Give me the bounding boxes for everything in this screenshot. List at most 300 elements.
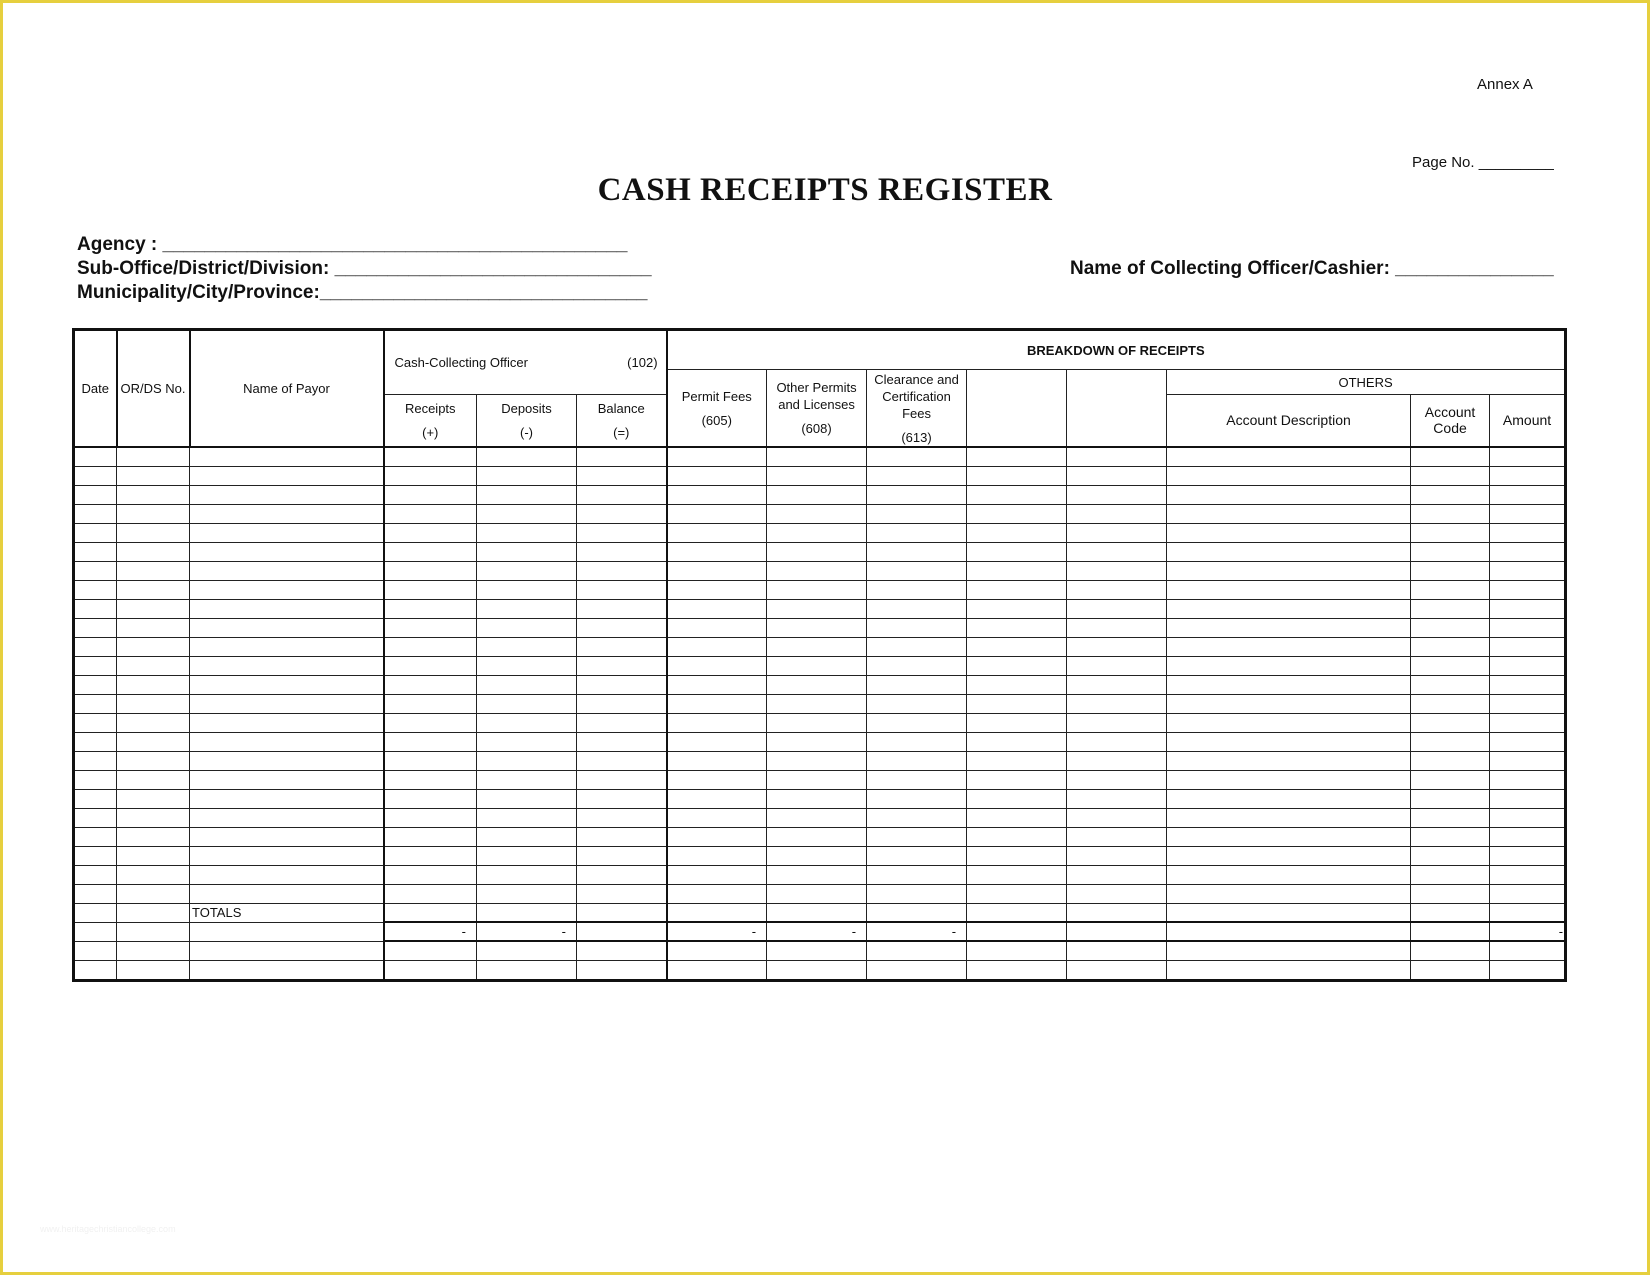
permit-fees-cell[interactable]: [667, 447, 767, 467]
other-permits-cell[interactable]: [767, 447, 867, 467]
other-permits-cell[interactable]: [767, 808, 867, 827]
date-cell[interactable]: [74, 485, 117, 504]
values-payor-cell[interactable]: [190, 922, 384, 941]
date-cell[interactable]: [74, 865, 117, 884]
deposits-cell[interactable]: [477, 599, 577, 618]
receipts-cell[interactable]: [384, 656, 477, 675]
permit-fees-cell[interactable]: [667, 523, 767, 542]
or-ds-cell[interactable]: [117, 599, 190, 618]
date-cell[interactable]: [74, 447, 117, 467]
payor-cell[interactable]: [190, 827, 384, 846]
blank-2-cell[interactable]: [1067, 732, 1167, 751]
deposits-cell[interactable]: [477, 485, 577, 504]
account-code-cell[interactable]: [1411, 561, 1490, 580]
account-code-cell[interactable]: [1411, 485, 1490, 504]
blank-1-cell[interactable]: [967, 599, 1067, 618]
account-description-cell[interactable]: [1167, 580, 1411, 599]
blank-1-cell[interactable]: [967, 447, 1067, 467]
amount-cell[interactable]: [1490, 675, 1566, 694]
date-cell[interactable]: [74, 770, 117, 789]
receipts-cell[interactable]: [384, 485, 477, 504]
deposits-cell[interactable]: [477, 580, 577, 599]
blank-2-cell[interactable]: [1067, 447, 1167, 467]
date-cell[interactable]: [74, 808, 117, 827]
blank-1-cell[interactable]: [967, 732, 1067, 751]
account-description-cell[interactable]: [1167, 732, 1411, 751]
clearance-cell[interactable]: [867, 561, 967, 580]
blank-1-cell[interactable]: [967, 865, 1067, 884]
account-description-cell[interactable]: [1167, 618, 1411, 637]
account-code-cell[interactable]: [1411, 713, 1490, 732]
deposits-cell[interactable]: [477, 751, 577, 770]
balance-cell[interactable]: [577, 846, 667, 865]
account-code-cell[interactable]: [1411, 466, 1490, 485]
blank-2-cell[interactable]: [1067, 713, 1167, 732]
other-permits-cell[interactable]: [767, 580, 867, 599]
date-cell[interactable]: [74, 504, 117, 523]
totals-receipts-cell[interactable]: [384, 903, 477, 922]
payor-cell[interactable]: [190, 789, 384, 808]
other-permits-cell[interactable]: [767, 656, 867, 675]
other-permits-cell[interactable]: [767, 827, 867, 846]
date-cell[interactable]: [74, 694, 117, 713]
permit-fees-cell[interactable]: [667, 808, 767, 827]
permit-fees-cell[interactable]: [667, 827, 767, 846]
account-description-cell[interactable]: [1167, 751, 1411, 770]
or-ds-cell[interactable]: [117, 485, 190, 504]
other-permits-cell[interactable]: [767, 732, 867, 751]
deposits-cell[interactable]: [477, 846, 577, 865]
clearance-cell[interactable]: [867, 751, 967, 770]
receipts-cell[interactable]: [384, 751, 477, 770]
footer-permit-cell[interactable]: [667, 961, 767, 981]
or-ds-cell[interactable]: [117, 751, 190, 770]
balance-cell[interactable]: [577, 694, 667, 713]
or-ds-cell[interactable]: [117, 884, 190, 903]
deposits-cell[interactable]: [477, 447, 577, 467]
clearance-cell[interactable]: [867, 637, 967, 656]
totals-balance-cell[interactable]: [577, 903, 667, 922]
payor-cell[interactable]: [190, 694, 384, 713]
deposits-cell[interactable]: [477, 637, 577, 656]
blank-2-cell[interactable]: [1067, 561, 1167, 580]
blank-1-cell[interactable]: [967, 523, 1067, 542]
clearance-cell[interactable]: [867, 447, 967, 467]
date-cell[interactable]: [74, 884, 117, 903]
footer-amount-cell[interactable]: [1490, 961, 1566, 981]
balance-cell[interactable]: [577, 447, 667, 467]
date-cell[interactable]: [74, 675, 117, 694]
or-ds-cell[interactable]: [117, 561, 190, 580]
account-code-cell[interactable]: [1411, 694, 1490, 713]
payor-cell[interactable]: [190, 675, 384, 694]
permit-fees-cell[interactable]: [667, 751, 767, 770]
receipts-cell[interactable]: [384, 599, 477, 618]
payor-cell[interactable]: [190, 656, 384, 675]
balance-cell[interactable]: [577, 713, 667, 732]
payor-cell[interactable]: [190, 751, 384, 770]
amount-cell[interactable]: [1490, 732, 1566, 751]
footer-date-cell[interactable]: [74, 961, 117, 981]
permit-fees-cell[interactable]: [667, 580, 767, 599]
other-permits-cell[interactable]: [767, 865, 867, 884]
amount-cell[interactable]: [1490, 599, 1566, 618]
totals-blank-cell-2[interactable]: [1067, 903, 1167, 922]
footer-receipts-cell[interactable]: [384, 961, 477, 981]
footer-permit-cell[interactable]: [667, 941, 767, 961]
deposits-cell[interactable]: [477, 770, 577, 789]
date-cell[interactable]: [74, 466, 117, 485]
balance-cell[interactable]: [577, 523, 667, 542]
footer-blank-cell-2[interactable]: [1067, 961, 1167, 981]
permit-fees-cell[interactable]: [667, 789, 767, 808]
amount-cell[interactable]: [1490, 485, 1566, 504]
blank-1-cell[interactable]: [967, 808, 1067, 827]
account-description-cell[interactable]: [1167, 770, 1411, 789]
blank-1-cell[interactable]: [967, 884, 1067, 903]
amount-cell[interactable]: [1490, 884, 1566, 903]
account-description-cell[interactable]: [1167, 865, 1411, 884]
blank-2-cell[interactable]: [1067, 637, 1167, 656]
amount-cell[interactable]: [1490, 447, 1566, 467]
other-permits-cell[interactable]: [767, 542, 867, 561]
deposits-cell[interactable]: [477, 732, 577, 751]
blank-1-cell[interactable]: [967, 827, 1067, 846]
clearance-cell[interactable]: [867, 656, 967, 675]
date-cell[interactable]: [74, 656, 117, 675]
deposits-cell[interactable]: [477, 466, 577, 485]
deposits-cell[interactable]: [477, 884, 577, 903]
or-ds-cell[interactable]: [117, 713, 190, 732]
account-code-cell[interactable]: [1411, 504, 1490, 523]
totals-deposits-cell[interactable]: [477, 903, 577, 922]
blank-2-cell[interactable]: [1067, 694, 1167, 713]
payor-cell[interactable]: [190, 732, 384, 751]
or-ds-cell[interactable]: [117, 618, 190, 637]
or-ds-cell[interactable]: [117, 846, 190, 865]
other-permits-cell[interactable]: [767, 523, 867, 542]
date-cell[interactable]: [74, 599, 117, 618]
permit-fees-cell[interactable]: [667, 618, 767, 637]
blank-1-cell[interactable]: [967, 846, 1067, 865]
blank-1-cell[interactable]: [967, 713, 1067, 732]
or-ds-cell[interactable]: [117, 675, 190, 694]
amount-cell[interactable]: [1490, 808, 1566, 827]
clearance-cell[interactable]: [867, 485, 967, 504]
other-permits-cell[interactable]: [767, 789, 867, 808]
receipts-cell[interactable]: [384, 523, 477, 542]
account-code-cell[interactable]: [1411, 523, 1490, 542]
totals-blank-cell-1[interactable]: [967, 903, 1067, 922]
clearance-cell[interactable]: [867, 523, 967, 542]
permit-fees-cell[interactable]: [667, 485, 767, 504]
totals-amount-cell[interactable]: [1490, 903, 1566, 922]
balance-cell[interactable]: [577, 884, 667, 903]
or-ds-cell[interactable]: [117, 732, 190, 751]
blank-2-cell[interactable]: [1067, 504, 1167, 523]
permit-fees-cell[interactable]: [667, 656, 767, 675]
date-cell[interactable]: [74, 732, 117, 751]
blank-2-cell[interactable]: [1067, 656, 1167, 675]
deposits-cell[interactable]: [477, 713, 577, 732]
other-permits-cell[interactable]: [767, 770, 867, 789]
deposits-cell[interactable]: [477, 827, 577, 846]
permit-fees-cell[interactable]: [667, 561, 767, 580]
balance-cell[interactable]: [577, 485, 667, 504]
permit-fees-cell[interactable]: [667, 770, 767, 789]
footer-blank-cell-2[interactable]: [1067, 941, 1167, 961]
values-or-cell[interactable]: [117, 922, 190, 941]
payor-cell[interactable]: [190, 770, 384, 789]
amount-cell[interactable]: [1490, 751, 1566, 770]
permit-fees-cell[interactable]: [667, 637, 767, 656]
account-description-cell[interactable]: [1167, 599, 1411, 618]
footer-account-code-cell[interactable]: [1411, 961, 1490, 981]
clearance-cell[interactable]: [867, 789, 967, 808]
account-description-cell[interactable]: [1167, 789, 1411, 808]
blank-1-cell[interactable]: [967, 694, 1067, 713]
permit-fees-cell[interactable]: [667, 504, 767, 523]
payor-cell[interactable]: [190, 713, 384, 732]
footer-amount-cell[interactable]: [1490, 941, 1566, 961]
blank-2-cell[interactable]: [1067, 485, 1167, 504]
clearance-cell[interactable]: [867, 808, 967, 827]
other-permits-cell[interactable]: [767, 599, 867, 618]
date-cell[interactable]: [74, 637, 117, 656]
date-cell[interactable]: [74, 713, 117, 732]
footer-other-permits-cell[interactable]: [767, 961, 867, 981]
amount-cell[interactable]: [1490, 865, 1566, 884]
date-cell[interactable]: [74, 561, 117, 580]
balance-cell[interactable]: [577, 618, 667, 637]
clearance-cell[interactable]: [867, 713, 967, 732]
footer-balance-cell[interactable]: [577, 941, 667, 961]
account-code-cell[interactable]: [1411, 542, 1490, 561]
account-description-cell[interactable]: [1167, 694, 1411, 713]
date-cell[interactable]: [74, 618, 117, 637]
blank-2-cell[interactable]: [1067, 789, 1167, 808]
balance-cell[interactable]: [577, 542, 667, 561]
amount-cell[interactable]: [1490, 713, 1566, 732]
account-description-cell[interactable]: [1167, 447, 1411, 467]
blank-2-cell[interactable]: [1067, 542, 1167, 561]
payor-cell[interactable]: [190, 561, 384, 580]
clearance-cell[interactable]: [867, 732, 967, 751]
receipts-cell[interactable]: [384, 504, 477, 523]
footer-blank-cell-1[interactable]: [967, 941, 1067, 961]
blank-1-cell[interactable]: [967, 789, 1067, 808]
account-description-cell[interactable]: [1167, 884, 1411, 903]
footer-deposits-cell[interactable]: [477, 941, 577, 961]
permit-fees-cell[interactable]: [667, 732, 767, 751]
clearance-cell[interactable]: [867, 865, 967, 884]
receipts-cell[interactable]: [384, 694, 477, 713]
blank-2-cell[interactable]: [1067, 599, 1167, 618]
amount-cell[interactable]: [1490, 466, 1566, 485]
receipts-cell[interactable]: [384, 732, 477, 751]
blank-1-cell[interactable]: [967, 561, 1067, 580]
blank-1-cell[interactable]: [967, 637, 1067, 656]
footer-clearance-cell[interactable]: [867, 961, 967, 981]
blank-2-cell[interactable]: [1067, 523, 1167, 542]
account-code-cell[interactable]: [1411, 865, 1490, 884]
or-ds-cell[interactable]: [117, 447, 190, 467]
payor-cell[interactable]: [190, 580, 384, 599]
permit-fees-cell[interactable]: [667, 599, 767, 618]
blank-2-cell[interactable]: [1067, 618, 1167, 637]
other-permits-cell[interactable]: [767, 504, 867, 523]
or-ds-cell[interactable]: [117, 656, 190, 675]
blank-2-cell[interactable]: [1067, 466, 1167, 485]
payor-cell[interactable]: [190, 637, 384, 656]
footer-receipts-cell[interactable]: [384, 941, 477, 961]
amount-cell[interactable]: [1490, 694, 1566, 713]
deposits-cell[interactable]: [477, 656, 577, 675]
deposits-cell[interactable]: [477, 694, 577, 713]
or-ds-cell[interactable]: [117, 466, 190, 485]
account-code-cell[interactable]: [1411, 656, 1490, 675]
date-cell[interactable]: [74, 846, 117, 865]
values-date-cell[interactable]: [74, 922, 117, 941]
account-code-cell[interactable]: [1411, 751, 1490, 770]
balance-cell[interactable]: [577, 865, 667, 884]
other-permits-cell[interactable]: [767, 846, 867, 865]
account-code-cell[interactable]: [1411, 599, 1490, 618]
totals-permit-cell[interactable]: [667, 903, 767, 922]
or-ds-cell[interactable]: [117, 523, 190, 542]
payor-cell[interactable]: [190, 523, 384, 542]
balance-cell[interactable]: [577, 675, 667, 694]
blank-1-cell[interactable]: [967, 580, 1067, 599]
balance-cell[interactable]: [577, 808, 667, 827]
amount-cell[interactable]: [1490, 789, 1566, 808]
balance-cell[interactable]: [577, 599, 667, 618]
balance-cell[interactable]: [577, 637, 667, 656]
account-code-cell[interactable]: [1411, 846, 1490, 865]
permit-fees-cell[interactable]: [667, 694, 767, 713]
date-cell[interactable]: [74, 789, 117, 808]
blank-1-cell[interactable]: [967, 504, 1067, 523]
permit-fees-cell[interactable]: [667, 865, 767, 884]
clearance-cell[interactable]: [867, 542, 967, 561]
balance-cell[interactable]: [577, 656, 667, 675]
receipts-cell[interactable]: [384, 580, 477, 599]
date-cell[interactable]: [74, 542, 117, 561]
receipts-cell[interactable]: [384, 561, 477, 580]
balance-cell[interactable]: [577, 751, 667, 770]
account-description-cell[interactable]: [1167, 808, 1411, 827]
deposits-cell[interactable]: [477, 808, 577, 827]
other-permits-cell[interactable]: [767, 884, 867, 903]
amount-cell[interactable]: [1490, 504, 1566, 523]
account-description-cell[interactable]: [1167, 561, 1411, 580]
receipts-cell[interactable]: [384, 770, 477, 789]
clearance-cell[interactable]: [867, 846, 967, 865]
date-cell[interactable]: [74, 523, 117, 542]
blank-2-cell[interactable]: [1067, 827, 1167, 846]
payor-cell[interactable]: [190, 808, 384, 827]
or-ds-cell[interactable]: [117, 827, 190, 846]
account-description-cell[interactable]: [1167, 713, 1411, 732]
or-ds-cell[interactable]: [117, 789, 190, 808]
footer-or-cell[interactable]: [117, 941, 190, 961]
clearance-cell[interactable]: [867, 827, 967, 846]
account-description-cell[interactable]: [1167, 466, 1411, 485]
clearance-cell[interactable]: [867, 618, 967, 637]
or-ds-cell[interactable]: [117, 542, 190, 561]
receipts-cell[interactable]: [384, 447, 477, 467]
amount-cell[interactable]: [1490, 827, 1566, 846]
clearance-cell[interactable]: [867, 580, 967, 599]
account-code-cell[interactable]: [1411, 447, 1490, 467]
amount-cell[interactable]: [1490, 561, 1566, 580]
or-ds-cell[interactable]: [117, 637, 190, 656]
amount-cell[interactable]: [1490, 770, 1566, 789]
account-description-cell[interactable]: [1167, 485, 1411, 504]
receipts-cell[interactable]: [384, 884, 477, 903]
date-cell[interactable]: [74, 827, 117, 846]
receipts-cell[interactable]: [384, 846, 477, 865]
totals-account-code-cell[interactable]: [1411, 903, 1490, 922]
account-code-cell[interactable]: [1411, 789, 1490, 808]
payor-cell[interactable]: [190, 447, 384, 467]
clearance-cell[interactable]: [867, 770, 967, 789]
amount-cell[interactable]: [1490, 580, 1566, 599]
permit-fees-cell[interactable]: [667, 846, 767, 865]
footer-payor-cell[interactable]: [190, 941, 384, 961]
balance-cell[interactable]: [577, 770, 667, 789]
receipts-cell[interactable]: [384, 675, 477, 694]
blank-2-cell[interactable]: [1067, 846, 1167, 865]
footer-other-permits-cell[interactable]: [767, 941, 867, 961]
payor-cell[interactable]: [190, 542, 384, 561]
account-description-cell[interactable]: [1167, 504, 1411, 523]
balance-cell[interactable]: [577, 504, 667, 523]
payor-cell[interactable]: [190, 846, 384, 865]
receipts-cell[interactable]: [384, 618, 477, 637]
account-description-cell[interactable]: [1167, 542, 1411, 561]
or-ds-cell[interactable]: [117, 808, 190, 827]
footer-balance-cell[interactable]: [577, 961, 667, 981]
clearance-cell[interactable]: [867, 675, 967, 694]
date-cell[interactable]: [74, 751, 117, 770]
payor-cell[interactable]: [190, 466, 384, 485]
other-permits-cell[interactable]: [767, 561, 867, 580]
deposits-cell[interactable]: [477, 561, 577, 580]
clearance-cell[interactable]: [867, 466, 967, 485]
blank-2-cell[interactable]: [1067, 884, 1167, 903]
totals-clearance-cell[interactable]: [867, 903, 967, 922]
blank-1-cell[interactable]: [967, 542, 1067, 561]
balance-cell[interactable]: [577, 466, 667, 485]
deposits-cell[interactable]: [477, 523, 577, 542]
amount-cell[interactable]: [1490, 542, 1566, 561]
or-ds-cell[interactable]: [117, 504, 190, 523]
balance-cell[interactable]: [577, 561, 667, 580]
account-code-cell[interactable]: [1411, 675, 1490, 694]
blank-2-cell[interactable]: [1067, 580, 1167, 599]
footer-account-description-cell[interactable]: [1167, 961, 1411, 981]
amount-cell[interactable]: [1490, 846, 1566, 865]
totals-other-permits-cell[interactable]: [767, 903, 867, 922]
receipts-cell[interactable]: [384, 808, 477, 827]
account-description-cell[interactable]: [1167, 846, 1411, 865]
footer-date-cell[interactable]: [74, 941, 117, 961]
permit-fees-cell[interactable]: [667, 542, 767, 561]
other-permits-cell[interactable]: [767, 637, 867, 656]
or-ds-cell[interactable]: [117, 770, 190, 789]
receipts-cell[interactable]: [384, 865, 477, 884]
